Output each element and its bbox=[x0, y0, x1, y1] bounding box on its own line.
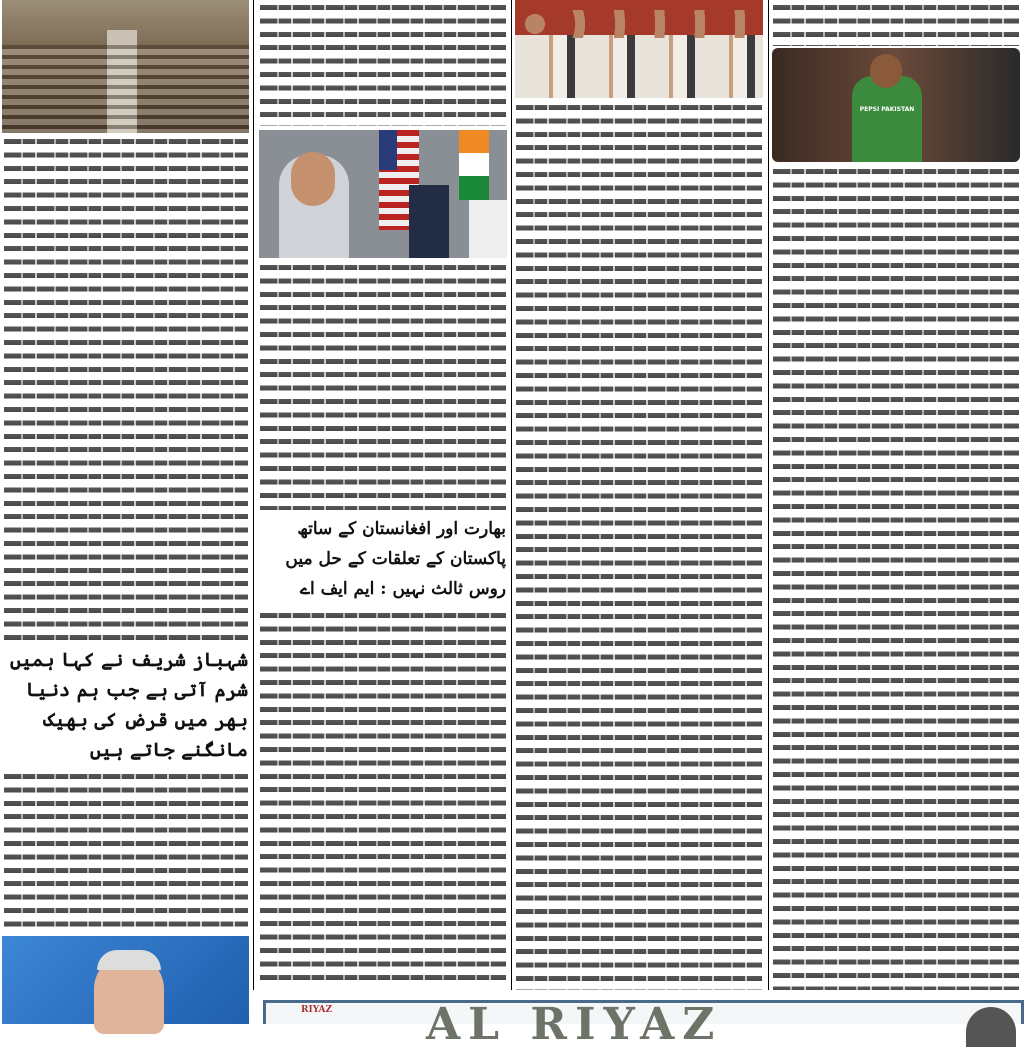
shehbaz-article-text bbox=[4, 771, 248, 932]
cricket-article-text bbox=[773, 166, 1019, 990]
cricket-intro-text bbox=[773, 2, 1019, 46]
assembly-photo bbox=[2, 0, 249, 133]
cricket-shirt-text: PEPSI PAKISTAN bbox=[859, 106, 915, 113]
al-riyaz-ad[interactable] bbox=[263, 999, 1024, 1050]
shehbaz-photo bbox=[2, 936, 249, 1024]
top-article-text bbox=[260, 2, 506, 126]
column-2 bbox=[259, 2, 507, 986]
column-1 bbox=[2, 0, 249, 1024]
column-divider bbox=[511, 0, 512, 990]
press-photo bbox=[259, 130, 507, 258]
column-3 bbox=[515, 0, 763, 990]
shehbaz-headline: شہباز شریف نے کہا ہمیں شرم آتی ہے جب ہم دنیا بھر میں قرض کی بھیک مانگنے جاتے ہیں bbox=[4, 641, 248, 769]
assembly-article-text bbox=[4, 136, 248, 641]
cricket-photo bbox=[772, 48, 1020, 162]
press-article-text bbox=[260, 262, 506, 510]
mosque-dome-icon bbox=[966, 1007, 1016, 1047]
leaders-article-text bbox=[516, 102, 762, 990]
russia-article-text bbox=[260, 610, 506, 986]
column-divider bbox=[768, 0, 769, 990]
leaders-photo bbox=[515, 0, 763, 98]
column-divider bbox=[253, 0, 254, 990]
column-4 bbox=[772, 2, 1020, 990]
russia-headline: بھارت اور افغانستان کے ساتھ پاکستان کے تعلقات کے حل میں روس ثالث نہیں : ایم ایف اے bbox=[260, 510, 506, 608]
ad-logo: RIYAZ bbox=[301, 1005, 333, 1015]
ad-title: AL RIYAZ bbox=[426, 999, 723, 1050]
